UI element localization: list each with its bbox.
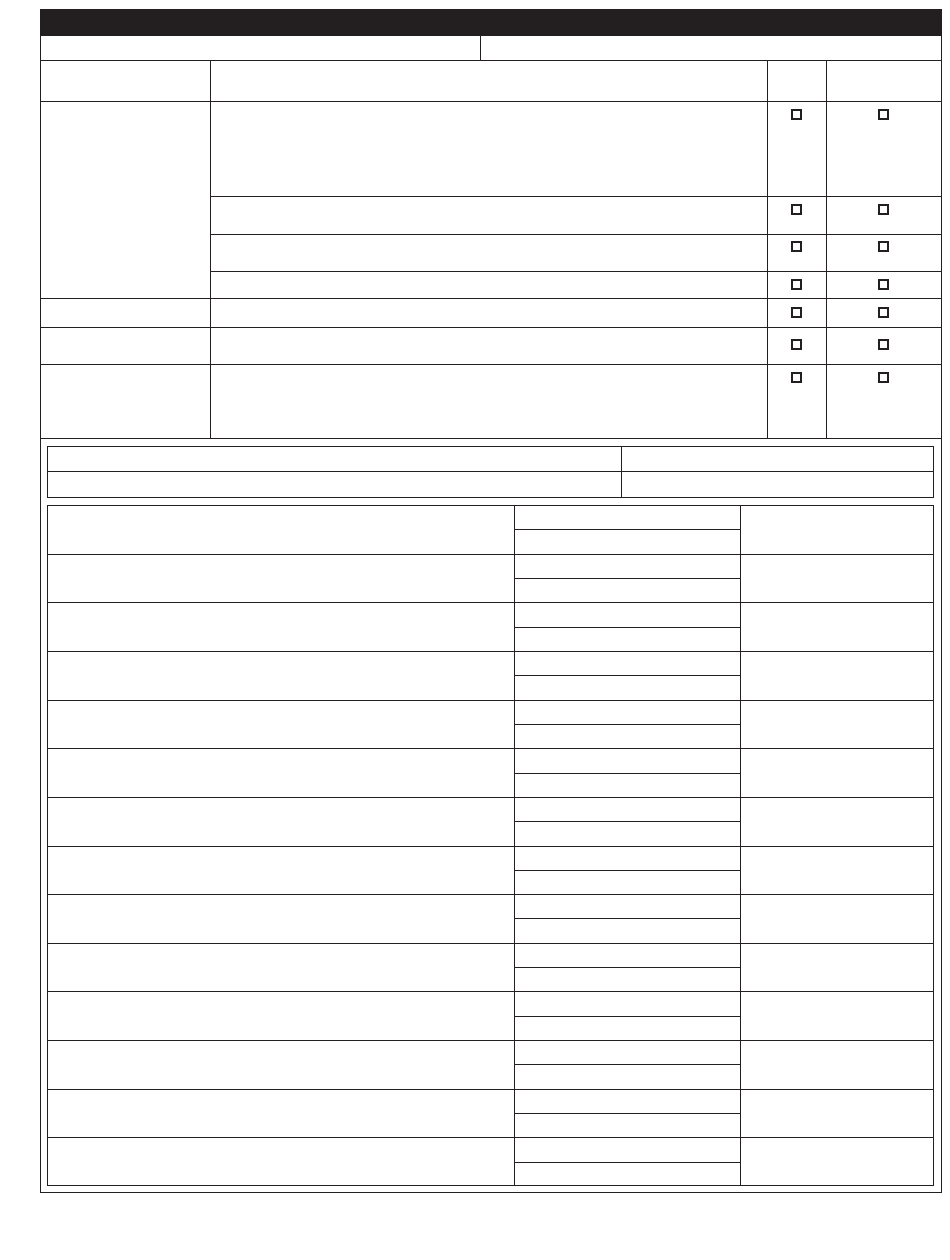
entry-cell-description[interactable] xyxy=(48,1090,514,1138)
entry-cell-description[interactable] xyxy=(48,944,514,992)
entry-cell-description[interactable] xyxy=(48,1041,514,1089)
entry-cell-upper[interactable] xyxy=(515,555,740,578)
checklist-header-option-a xyxy=(768,61,826,101)
entry-cell-lower[interactable] xyxy=(515,1017,740,1040)
checklist-row-rule xyxy=(40,298,942,299)
entry-cell-description[interactable] xyxy=(48,749,514,797)
checklist-col-divider xyxy=(767,61,768,438)
checkbox-option-b[interactable] xyxy=(878,279,889,290)
checklist-header-item xyxy=(211,61,767,101)
checklist-row-rule xyxy=(210,234,942,235)
entry-cell-lower[interactable] xyxy=(515,774,740,797)
info-field[interactable] xyxy=(48,472,621,497)
checkbox-option-b[interactable] xyxy=(878,241,889,252)
checkbox-option-a[interactable] xyxy=(791,307,802,318)
checkbox-option-b[interactable] xyxy=(878,372,889,383)
entry-cell-upper[interactable] xyxy=(515,847,740,870)
entry-cell-value[interactable] xyxy=(741,555,933,603)
checklist-row-rule xyxy=(40,364,942,365)
checkbox-option-a[interactable] xyxy=(791,109,802,120)
entry-cell-lower[interactable] xyxy=(515,530,740,553)
entry-cell-description[interactable] xyxy=(48,652,514,700)
entry-cell-value[interactable] xyxy=(741,1138,933,1186)
entry-cell-description[interactable] xyxy=(48,701,514,749)
entry-cell-description[interactable] xyxy=(48,992,514,1040)
entry-cell-lower[interactable] xyxy=(515,1163,740,1186)
entry-cell-value[interactable] xyxy=(741,1090,933,1138)
entry-cell-value[interactable] xyxy=(741,944,933,992)
checklist-row-rule xyxy=(210,196,942,197)
entry-cell-value[interactable] xyxy=(741,798,933,846)
entry-cell-description[interactable] xyxy=(48,603,514,651)
entry-cell-lower[interactable] xyxy=(515,1065,740,1088)
top-field-left[interactable] xyxy=(41,36,479,60)
checkbox-option-a[interactable] xyxy=(791,241,802,252)
entry-cell-lower[interactable] xyxy=(515,628,740,651)
entry-cell-lower[interactable] xyxy=(515,579,740,602)
checklist-row-rule xyxy=(210,271,942,272)
info-field[interactable] xyxy=(622,447,933,471)
top-field-right[interactable] xyxy=(481,36,941,60)
entry-cell-value[interactable] xyxy=(741,992,933,1040)
form-header-bar xyxy=(40,9,942,36)
entry-cell-lower[interactable] xyxy=(515,676,740,699)
info-field[interactable] xyxy=(622,472,933,497)
checkbox-option-a[interactable] xyxy=(791,279,802,290)
entry-cell-value[interactable] xyxy=(741,749,933,797)
entry-cell-lower[interactable] xyxy=(515,822,740,845)
entry-cell-upper[interactable] xyxy=(515,749,740,772)
entry-cell-lower[interactable] xyxy=(515,1114,740,1137)
entry-cell-value[interactable] xyxy=(741,847,933,895)
entry-cell-value[interactable] xyxy=(741,701,933,749)
entry-cell-value[interactable] xyxy=(741,1041,933,1089)
entry-cell-upper[interactable] xyxy=(515,1138,740,1161)
entry-cell-lower[interactable] xyxy=(515,968,740,991)
entry-cell-value[interactable] xyxy=(741,652,933,700)
checkbox-option-a[interactable] xyxy=(791,339,802,350)
checkbox-option-b[interactable] xyxy=(878,109,889,120)
entry-cell-upper[interactable] xyxy=(515,1041,740,1064)
entry-cell-upper[interactable] xyxy=(515,652,740,675)
entry-cell-upper[interactable] xyxy=(515,895,740,918)
entry-cell-upper[interactable] xyxy=(515,798,740,821)
entry-cell-upper[interactable] xyxy=(515,506,740,529)
checklist-bottom-rule xyxy=(40,438,942,439)
checklist-col-divider xyxy=(210,61,211,438)
entry-cell-upper[interactable] xyxy=(515,992,740,1015)
entry-cell-upper[interactable] xyxy=(515,1090,740,1113)
entry-cell-value[interactable] xyxy=(741,506,933,554)
checkbox-option-a[interactable] xyxy=(791,204,802,215)
entry-cell-upper[interactable] xyxy=(515,603,740,626)
checkbox-option-a[interactable] xyxy=(791,372,802,383)
checkbox-option-b[interactable] xyxy=(878,204,889,215)
checkbox-option-b[interactable] xyxy=(878,339,889,350)
checkbox-option-b[interactable] xyxy=(878,307,889,318)
entry-cell-description[interactable] xyxy=(48,847,514,895)
entry-cell-description[interactable] xyxy=(48,1138,514,1186)
entry-cell-lower[interactable] xyxy=(515,725,740,748)
entry-cell-lower[interactable] xyxy=(515,871,740,894)
entry-cell-upper[interactable] xyxy=(515,701,740,724)
entry-cell-description[interactable] xyxy=(48,798,514,846)
checklist-row-rule xyxy=(40,327,942,328)
checklist-col-divider xyxy=(826,61,827,438)
entry-cell-value[interactable] xyxy=(741,895,933,943)
entry-cell-description[interactable] xyxy=(48,895,514,943)
entry-cell-description[interactable] xyxy=(48,555,514,603)
entry-cell-lower[interactable] xyxy=(515,919,740,942)
entry-cell-value[interactable] xyxy=(741,603,933,651)
checklist-header-category xyxy=(41,61,210,101)
entry-cell-description[interactable] xyxy=(48,506,514,554)
entry-cell-upper[interactable] xyxy=(515,944,740,967)
checklist-header-bottom-rule xyxy=(40,101,942,102)
checklist-header-option-b xyxy=(827,61,941,101)
info-field[interactable] xyxy=(48,447,621,471)
